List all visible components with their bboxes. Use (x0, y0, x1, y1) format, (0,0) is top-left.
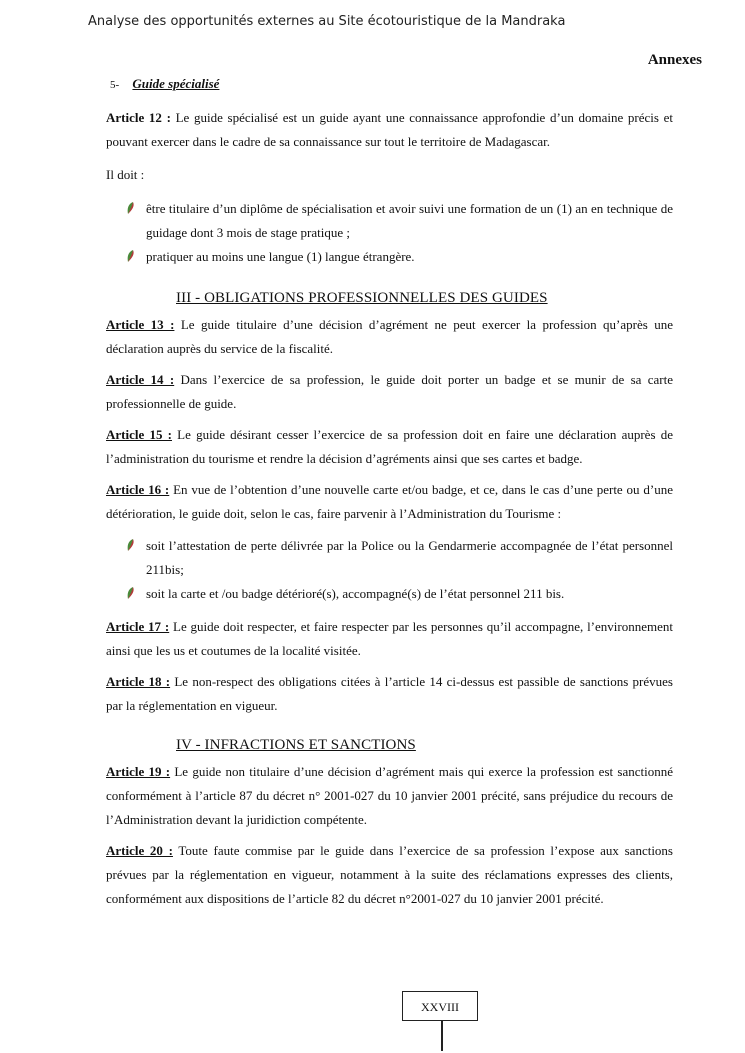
list-item (124, 582, 673, 606)
list-item-text: soit l’attestation de perte délivrée par la Police ou la Gendarmerie accompagnée de l’état personnel 211bis; (146, 538, 673, 577)
article-text: En vue de l’obtention d’une nouvelle carte et/ou badge, et ce, dans le cas d’une perte ou d’une détérioration, le guide doit, selon le cas, faire parvenir à l’Administration du Tourisme : (106, 482, 673, 521)
article-text: Le guide doit respecter, et faire respecter par les personnes qu’il accompagne, l’environnement ainsi que les us et coutumes de la localité visitée. (106, 619, 673, 658)
article-label: Article 19 : (106, 764, 171, 779)
leaf-bullet-icon (124, 249, 136, 263)
article-label: Article 14 : (106, 372, 175, 387)
article-19 (106, 760, 673, 832)
leaf-bullet-icon (124, 201, 136, 215)
list-item (124, 245, 673, 269)
article-text: Le non-respect des obligations citées à l’article 14 ci-dessus est passible de sanctions prévues par la réglementation en vigueur. (106, 674, 673, 713)
article-text: Le guide désirant cesser l’exercice de sa profession doit en faire une déclaration auprès de l’administration du tourisme et rendre la décision d’agréments ainsi que ses cartes et badge. (106, 427, 673, 466)
article-18 (106, 670, 673, 718)
article-17 (106, 615, 673, 663)
subsection-heading: Guide spécialisé (132, 76, 220, 91)
leaf-bullet-icon (124, 586, 136, 600)
article-12 (106, 106, 673, 154)
article-16 (106, 478, 673, 526)
page-number: XXVIII (402, 991, 478, 1021)
list-item-text: être titulaire d’un diplôme de spécialisation et avoir suivi une formation de un (1) an en technique de guidage dont 3 mois de stage pratique ; (146, 201, 673, 240)
section-heading-obligations: III - OBLIGATIONS PROFESSIONNELLES DES GUIDES (176, 290, 548, 306)
article-label: Article 20 : (106, 843, 173, 858)
list-item-text: pratiquer au moins une langue (1) langue étrangère. (146, 249, 415, 264)
article-label: Article 12 : (106, 110, 171, 125)
list-item (124, 534, 673, 582)
article-15 (106, 423, 673, 471)
article-label: Article 17 : (106, 619, 170, 634)
article-text: Toute faute commise par le guide dans l’exercice de sa profession l’expose aux sanctions prévues par la réglementation en vigueur, notamment à la suite des réclamations expresses des clients, conformément aux dispositions de l’article 82 du décret n°2001-027 du 10 janvier 2001 précité. (106, 843, 673, 906)
article-13 (106, 313, 673, 361)
article-20 (106, 839, 673, 911)
article-16-list (124, 534, 673, 606)
article-label: Article 18 : (106, 674, 171, 689)
article-text: Le guide non titulaire d’une décision d’agrément mais qui exerce la profession est sanctionné conformément à l’article 87 du décret n° 2001-027 du 10 janvier 2001 précité, sans préjudice du recours de l’Administration devant la juridiction compétente. (106, 764, 673, 827)
list-item (124, 197, 673, 245)
il-doit-text: Il doit : (106, 167, 145, 182)
section-heading-infractions: IV - INFRACTIONS ET SANCTIONS (176, 737, 416, 753)
article-label: Article 16 : (106, 482, 170, 497)
running-header: Analyse des opportunités externes au Site écotouristique de la Mandraka (88, 14, 566, 29)
article-text: Le guide spécialisé est un guide ayant une connaissance approfondie d’un domaine précis et pouvant exercer dans le cadre de sa connaissance sur tout le territoire de Madagascar. (106, 110, 673, 149)
requirements-list (124, 197, 673, 269)
section-label: Annexes (647, 52, 702, 68)
article-text: Dans l’exercice de sa profession, le guide doit porter un badge et se munir de sa carte professionnelle de guide. (106, 372, 673, 411)
article-text: Le guide titulaire d’une décision d’agrément ne peut exercer la profession qu’après une déclaration auprès du service de la fiscalité. (106, 317, 673, 356)
article-label: Article 13 : (106, 317, 175, 332)
article-label: Article 15 : (106, 427, 172, 442)
subsection-title (110, 76, 219, 92)
list-item-text: soit la carte et /ou badge détérioré(s), accompagné(s) de l’état personnel 211 bis. (146, 586, 565, 601)
subsection-number: 5- (110, 79, 120, 91)
article-14 (106, 368, 673, 416)
page-number-line (441, 1021, 443, 1051)
leaf-bullet-icon (124, 538, 136, 552)
